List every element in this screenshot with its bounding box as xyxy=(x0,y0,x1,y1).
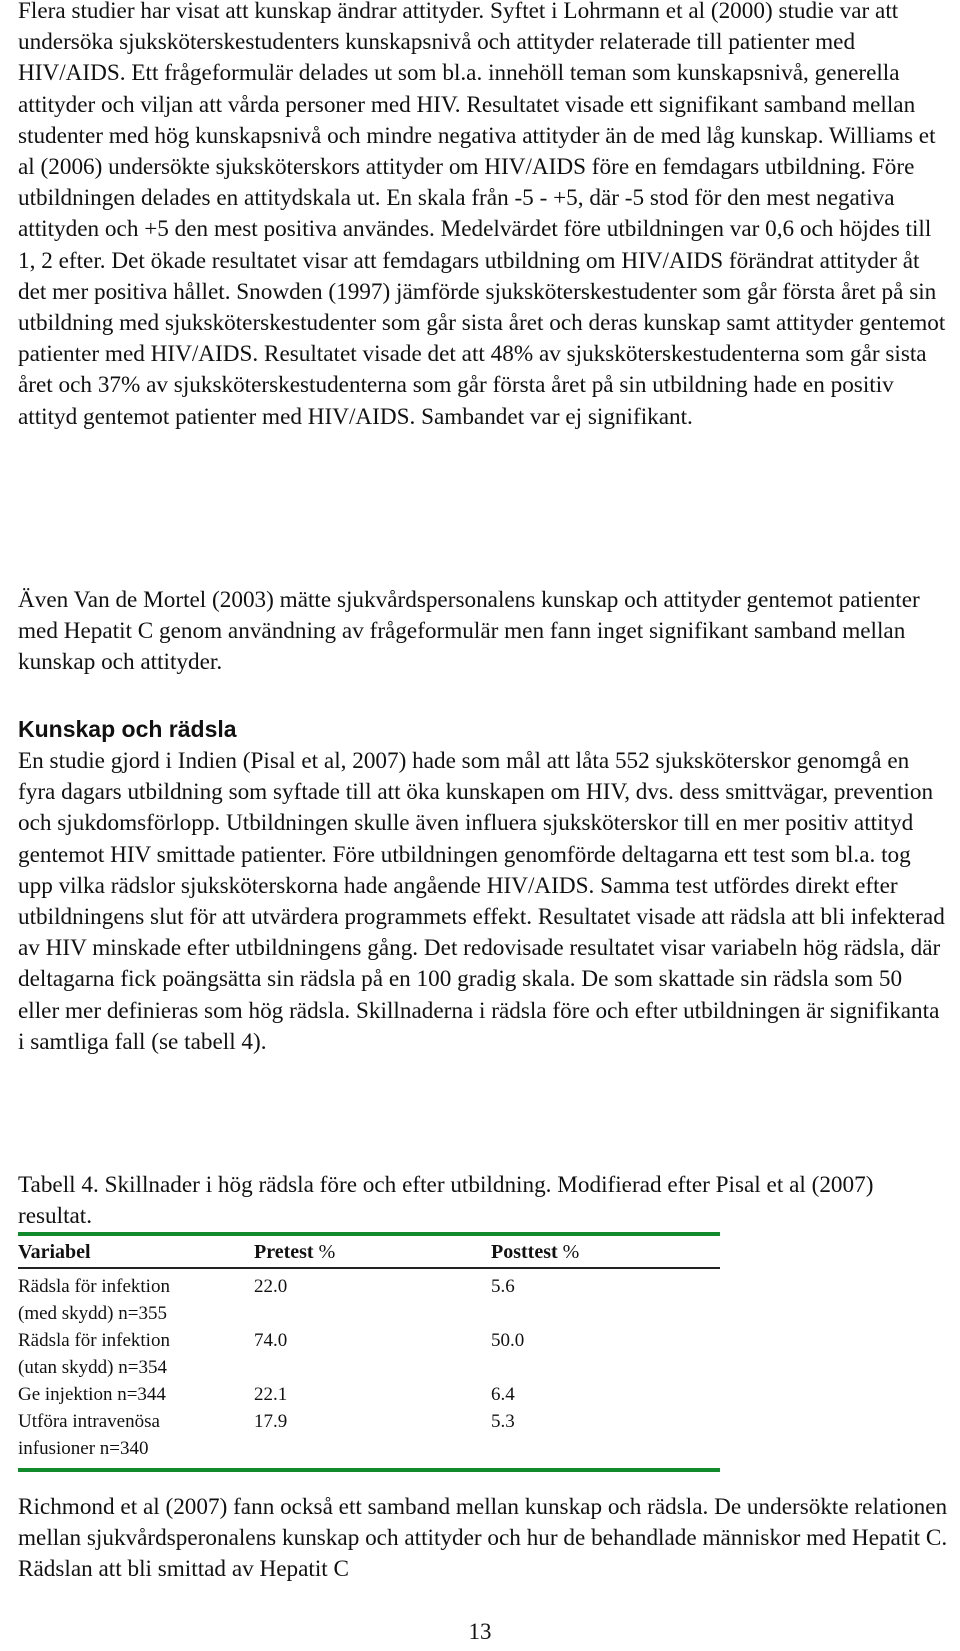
table-caption: Tabell 4. Skillnader i hög rädsla före och efter utbildning. Modifierad efter Pisal et al (2007) resultat. xyxy=(18,1172,874,1230)
posttest-cell xyxy=(491,1327,720,1381)
table-row xyxy=(18,1408,720,1462)
row-label-line: Ge injektion n=344 xyxy=(18,1383,166,1405)
row-label-cell xyxy=(18,1381,254,1408)
posttest-value: 5.3 xyxy=(491,1410,515,1432)
pretest-cell xyxy=(254,1381,491,1408)
pretest-value: 22.1 xyxy=(254,1383,288,1405)
posttest-cell xyxy=(491,1273,720,1327)
header-label: Pretest xyxy=(254,1241,314,1263)
body-paragraph: Richmond et al (2007) fann också ett samband mellan kunskap och rädsla. De undersökte relationen mellan sjukvårdsperonalens kunskap och attityder och hur de behandlade människor med Hepatit C. Rädslan att bli smittad av Hepatit C xyxy=(18,1494,948,1583)
table-top-rule xyxy=(18,1232,720,1236)
row-label-line: infusioner n=340 xyxy=(18,1437,149,1459)
header-label: Posttest xyxy=(491,1241,558,1263)
header-unit: % xyxy=(557,1241,580,1263)
posttest-value: 5.6 xyxy=(491,1275,515,1297)
body-paragraph: Även Van de Mortel (2003) mätte sjukvårdspersonalens kunskap och attityder gentemot patienter med Hepatit C genom användning av frågeformulär men fann inget signifikant samband mellan kunskap och attityder. xyxy=(18,587,920,676)
pretest-value: 22.0 xyxy=(254,1275,288,1297)
header-label: Variabel xyxy=(18,1241,91,1263)
posttest-cell xyxy=(491,1408,720,1462)
row-label-cell xyxy=(18,1273,254,1327)
pretest-cell xyxy=(254,1408,491,1462)
table-header-row xyxy=(18,1237,720,1267)
header-cell-variabel xyxy=(18,1241,254,1263)
row-label-line: (utan skydd) n=354 xyxy=(18,1356,167,1378)
row-label-cell xyxy=(18,1408,254,1462)
pretest-value: 17.9 xyxy=(254,1410,288,1432)
row-label-line: Utföra intravenösa xyxy=(18,1410,160,1432)
table-row xyxy=(18,1381,720,1408)
row-label-line: Rädsla för infektion xyxy=(18,1275,170,1297)
row-label-cell xyxy=(18,1327,254,1381)
posttest-value: 6.4 xyxy=(491,1383,515,1405)
pretest-cell xyxy=(254,1327,491,1381)
row-label-line: Rädsla för infektion xyxy=(18,1329,170,1351)
header-cell-pretest xyxy=(254,1241,491,1263)
posttest-cell xyxy=(491,1381,720,1408)
header-unit: % xyxy=(313,1241,336,1263)
pretest-value: 74.0 xyxy=(254,1329,288,1351)
header-cell-posttest xyxy=(491,1241,720,1263)
pretest-cell xyxy=(254,1273,491,1327)
table-row xyxy=(18,1327,720,1381)
table-row xyxy=(18,1273,720,1327)
body-paragraph: En studie gjord i Indien (Pisal et al, 2007) hade som mål att låta 552 sjuksköterskor genomgå en fyra dagars utbildning som syftade till att öka kunskapen om HIV, dvs. dess smittvägar, prevention och sjukdomsförlopp. Utbildningen skulle även influera sjuksköterskor till en mer positiv attityd gentemot HIV smittade patienter. Före utbildningen genomförde deltagarna ett test som bl.a. tog upp vilka rädslor sjuksköterskorna hade angående HIV/AIDS. Samma test utfördes direkt efter utbildningens slut för att utvärdera programmets effekt. Resultatet visade att rädsla att bli infekterad av HIV minskade efter utbildningens gång. Det redovisade resultatet visar variabeln hög rädsla, där deltagarna fick poängsätta sin rädsla på en 100 gradig skala. De som skattade sin rädsla som 50 eller mer definieras som hög rädsla. Skillnaderna i rädsla före och efter utbildningen är signifikanta i samtliga fall (se tabell 4). xyxy=(18,748,945,1055)
table-bottom-rule xyxy=(18,1468,720,1472)
section-heading: Kunskap och rädsla xyxy=(18,716,237,742)
row-label-line: (med skydd) n=355 xyxy=(18,1302,167,1324)
table-header-rule xyxy=(18,1267,720,1269)
posttest-value: 50.0 xyxy=(491,1329,525,1351)
results-table xyxy=(18,1232,720,1472)
page-number: 13 xyxy=(468,1619,492,1644)
body-paragraph: Flera studier har visat att kunskap ändrar attityder. Syftet i Lohrmann et al (2000) studie var att undersöka sjuksköterskestudenters kunskapsnivå och attityder relaterade till patienter med HIV/AIDS. Ett frågeformulär delades ut som bl.a. innehöll teman som kunskapsnivå, generella attityder och viljan att vårda personer med HIV. Resultatet visade ett signifikant samband mellan studenter med hög kunskapsnivå och mindre negativa attityder än de med låg kunskap. Williams et al (2006) undersökte sjuksköterskors attityder om HIV/AIDS före en femdagars utbildning. Före utbildningen delades en attitydskala ut. En skala från -5 - +5, där -5 stod för den mest negativa attityden och +5 den mest positiva användes. Medelvärdet före utbildningen var 0,6 och höjdes till 1, 2 efter. Det ökade resultatet visar att femdagars utbildning om HIV/AIDS förändrat attityder åt det mer positiva hållet. Snowden (1997) jämförde sjuksköterskestudenter som går första året på sin utbildning med sjuksköterskestudenter som går sista året och deras kunskap samt attityder gentemot patienter med HIV/AIDS. Resultatet visade det att 48% av sjuksköterskestudenterna som går sista året och 37% av sjuksköterskestudenterna som går första året på sin utbildning hade en positiv attityd gentemot patienter med HIV/AIDS. Sambandet var ej signifikant. xyxy=(18,0,946,430)
